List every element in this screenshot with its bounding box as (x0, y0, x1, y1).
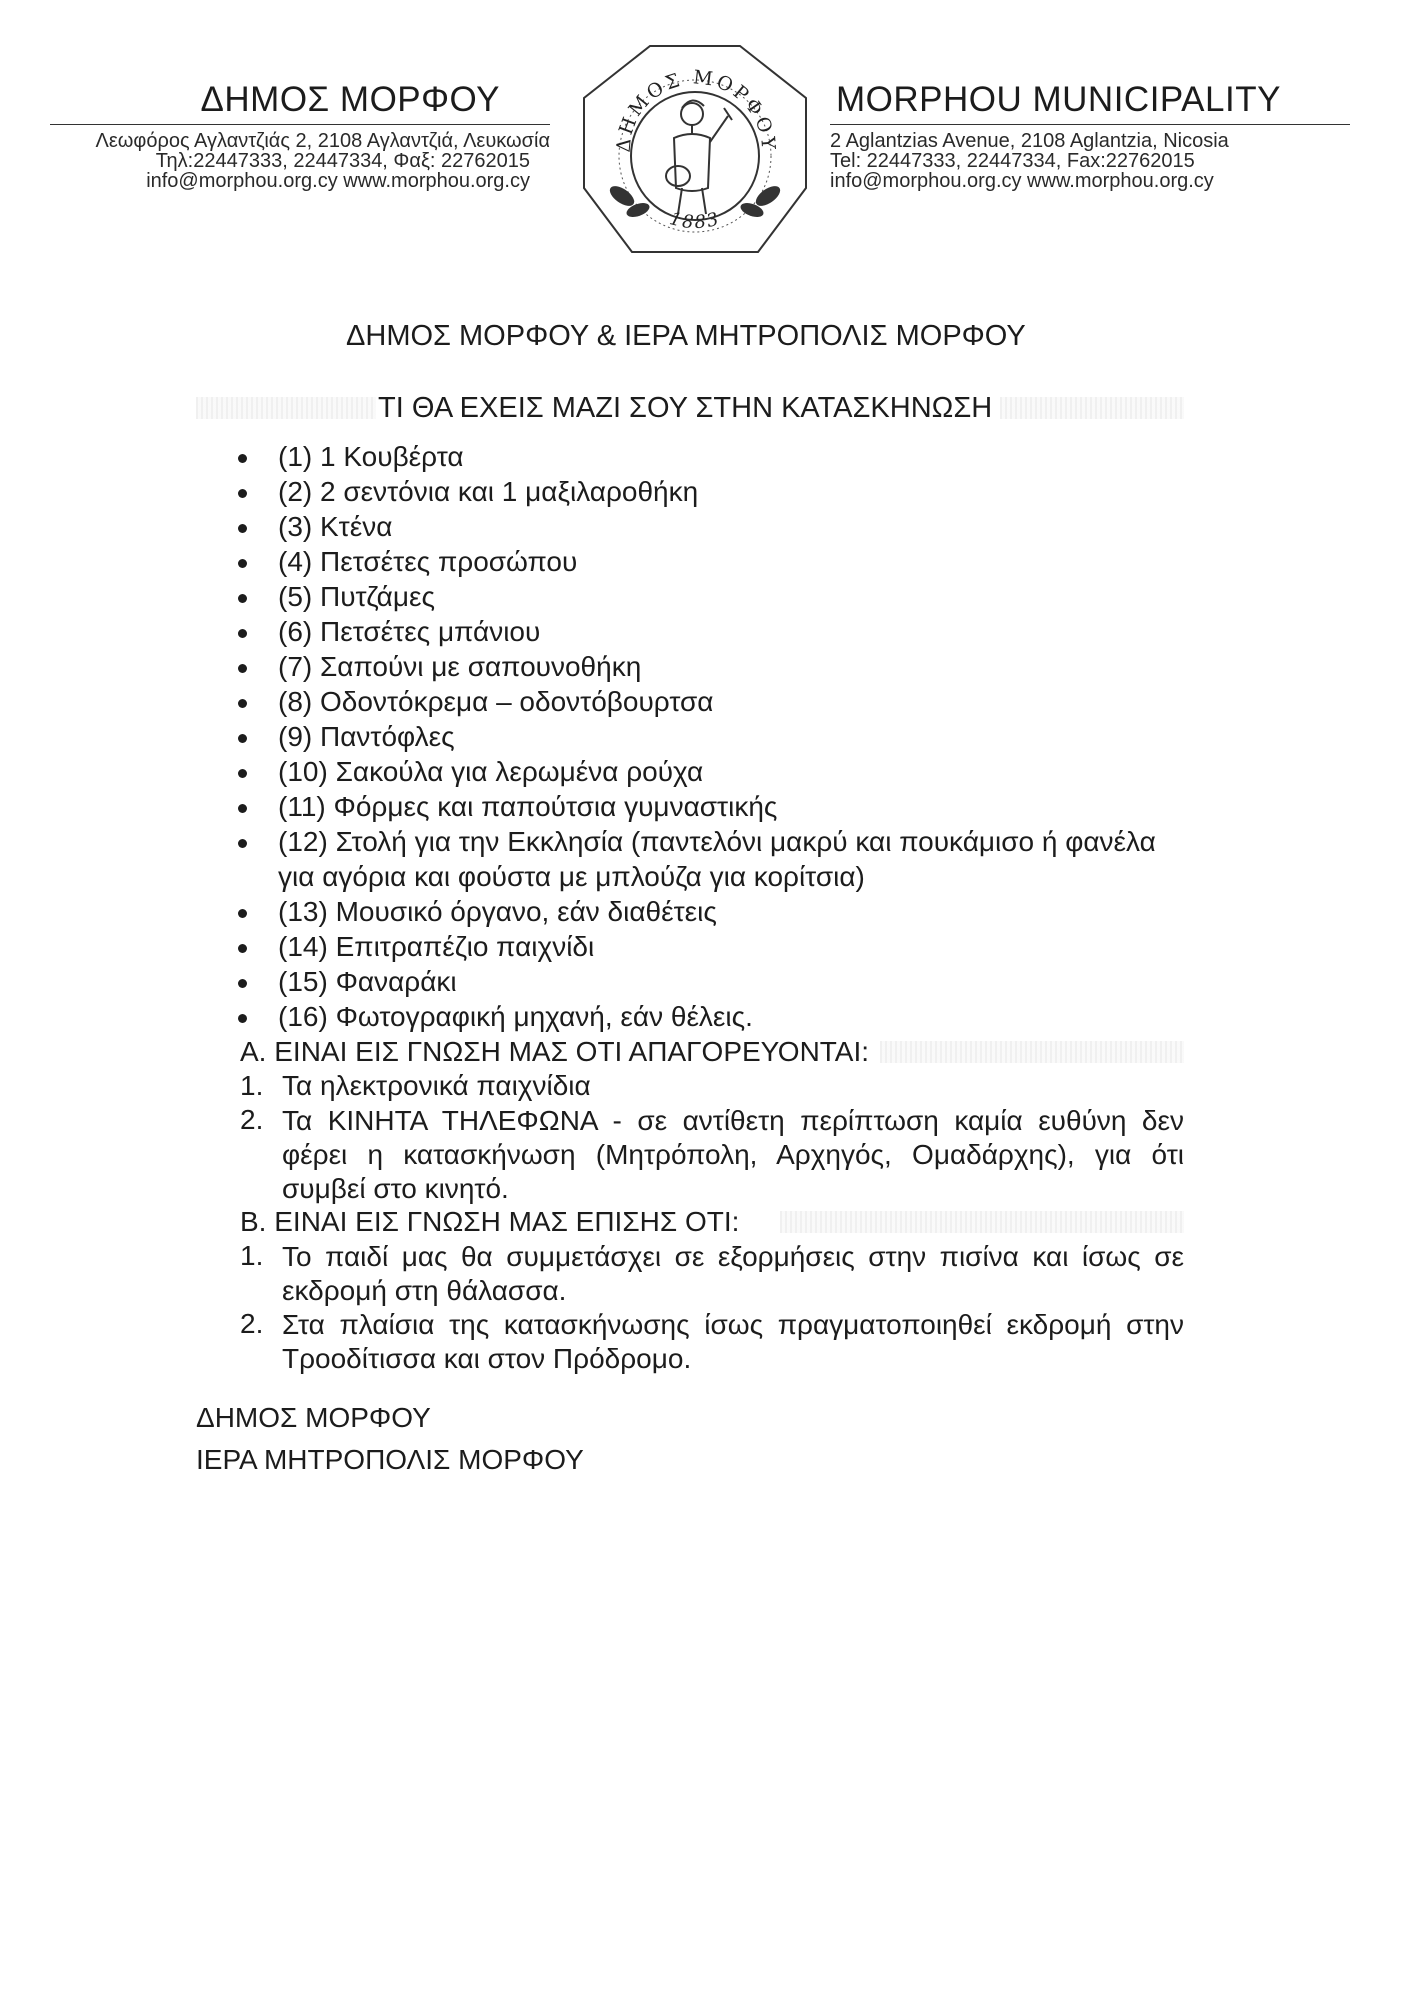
bullet-icon (238, 594, 247, 603)
seal-figure (666, 100, 732, 214)
municipal-seal-icon (578, 38, 812, 260)
section-a-point-text: Τα ΚΙΝΗΤΑ ΤΗΛΕΦΩΝΑ - σε αντίθετη περίπτωση καμία ευθύνη δεν φέρει η κατασκήνωση (Μητρόπολη, Αρχηγός, Ομαδάρχης), για ότι συμβεί στο κινητό. (282, 1105, 1184, 1204)
section-b-point-text: Στα πλαίσια της κατασκήνωσης ίσως πραγματοποιηθεί εκδρομή στην Τροοδίτισσα και στον Πρόδρομο. (282, 1309, 1184, 1374)
bullet-icon (238, 524, 247, 533)
letterhead-contact-greek: info@morphou.org.cy www.morphou.org.cy (146, 170, 530, 192)
english-letterhead (830, 80, 1320, 191)
section-b-title: Β. ΕΙΝΑΙ ΕΙΣ ΓΝΩΣΗ ΜΑΣ ΕΠΙΣΗΣ ΟΤΙ: (240, 1206, 740, 1237)
svg-text:ΔΗΜΟΣ ΜΟΡΦΟΥ (613, 66, 780, 153)
letterhead-rule-left (50, 124, 550, 125)
section-a-point-number: 2. (240, 1104, 264, 1135)
letterhead-phones-greek: Τηλ:22447333, 22447334, Φαξ: 22762015 (155, 150, 530, 172)
letterhead-title-greek: ΔΗΜΟΣ ΜΟΡΦΟΥ (200, 80, 500, 119)
bullet-icon (238, 489, 247, 498)
scan-artifact (1000, 397, 1184, 419)
section-a-point-text: Τα ηλεκτρονικά παιχνίδια (282, 1070, 591, 1101)
scan-artifact (780, 1211, 1184, 1233)
bullet-icon (238, 454, 247, 463)
bullet-icon (238, 804, 247, 813)
section-b-point-text: Το παιδί μας θα συμμετάσχει σε εξορμήσεις στην πισίνα και ίσως σε εκδρομή στη θάλασσα. (282, 1241, 1184, 1306)
bullet-icon (238, 559, 247, 568)
svg-text:1883 (667, 208, 722, 233)
signature-metropolis: ΙΕΡΑ ΜΗΤΡΟΠΟΛΙΣ ΜΟΡΦΟΥ (196, 1444, 584, 1475)
letterhead-address-english: 2 Aglantzias Avenue, 2108 Aglantzia, Nicosia (830, 130, 1229, 152)
seal-year: 1883 (667, 208, 723, 234)
bullet-icon (238, 734, 247, 743)
bullet-icon (238, 839, 247, 848)
letterhead-address-greek: Λεωφόρος Αγλαντζιάς 2, 2108 Αγλαντζιά, Λευκωσία (95, 130, 550, 152)
bullet-icon (238, 769, 247, 778)
bullet-icon (238, 1014, 247, 1023)
section-a-title: Α. ΕΙΝΑΙ ΕΙΣ ΓΝΩΣΗ ΜΑΣ ΟΤΙ ΑΠΑΓΟΡΕΥΟΝΤΑΙ: (240, 1036, 870, 1067)
letterhead-title-english: MORPHOU MUNICIPALITY (836, 80, 1281, 119)
scan-artifact (880, 1041, 1184, 1063)
bullet-icon (238, 629, 247, 638)
seal-arc-text: ΔΗΜΟΣ ΜΟΡΦΟΥ (612, 66, 780, 154)
greek-letterhead (60, 80, 550, 191)
letterhead-phones-english: Tel: 22447333, 22447334, Fax:22762015 (830, 150, 1195, 172)
bullet-icon (238, 944, 247, 953)
bullet-icon (238, 699, 247, 708)
section-b-point-number: 1. (240, 1240, 264, 1271)
section-a-point-number: 1. (240, 1070, 264, 1101)
checklist-subheading: ΤΙ ΘΑ ΕΧΕΙΣ ΜΑΖΙ ΣΟΥ ΣΤΗΝ ΚΑΤΑΣΚΗΝΩΣΗ (378, 392, 993, 424)
letterhead-contact-english: info@morphou.org.cy www.morphou.org.cy (830, 170, 1214, 192)
bullet-icon (238, 979, 247, 988)
letterhead-rule-right (830, 124, 1350, 125)
signature-municipality: ΔΗΜΟΣ ΜΟΡΦΟΥ (196, 1402, 431, 1433)
bullet-icon (238, 664, 247, 673)
bullet-icon (238, 909, 247, 918)
section-b-point-number: 2. (240, 1308, 264, 1339)
scan-artifact (196, 397, 376, 419)
document-heading: ΔΗΜΟΣ ΜΟΡΦΟΥ & ΙΕΡΑ ΜΗΤΡΟΠΟΛΙΣ ΜΟΡΦΟΥ (346, 320, 1026, 352)
